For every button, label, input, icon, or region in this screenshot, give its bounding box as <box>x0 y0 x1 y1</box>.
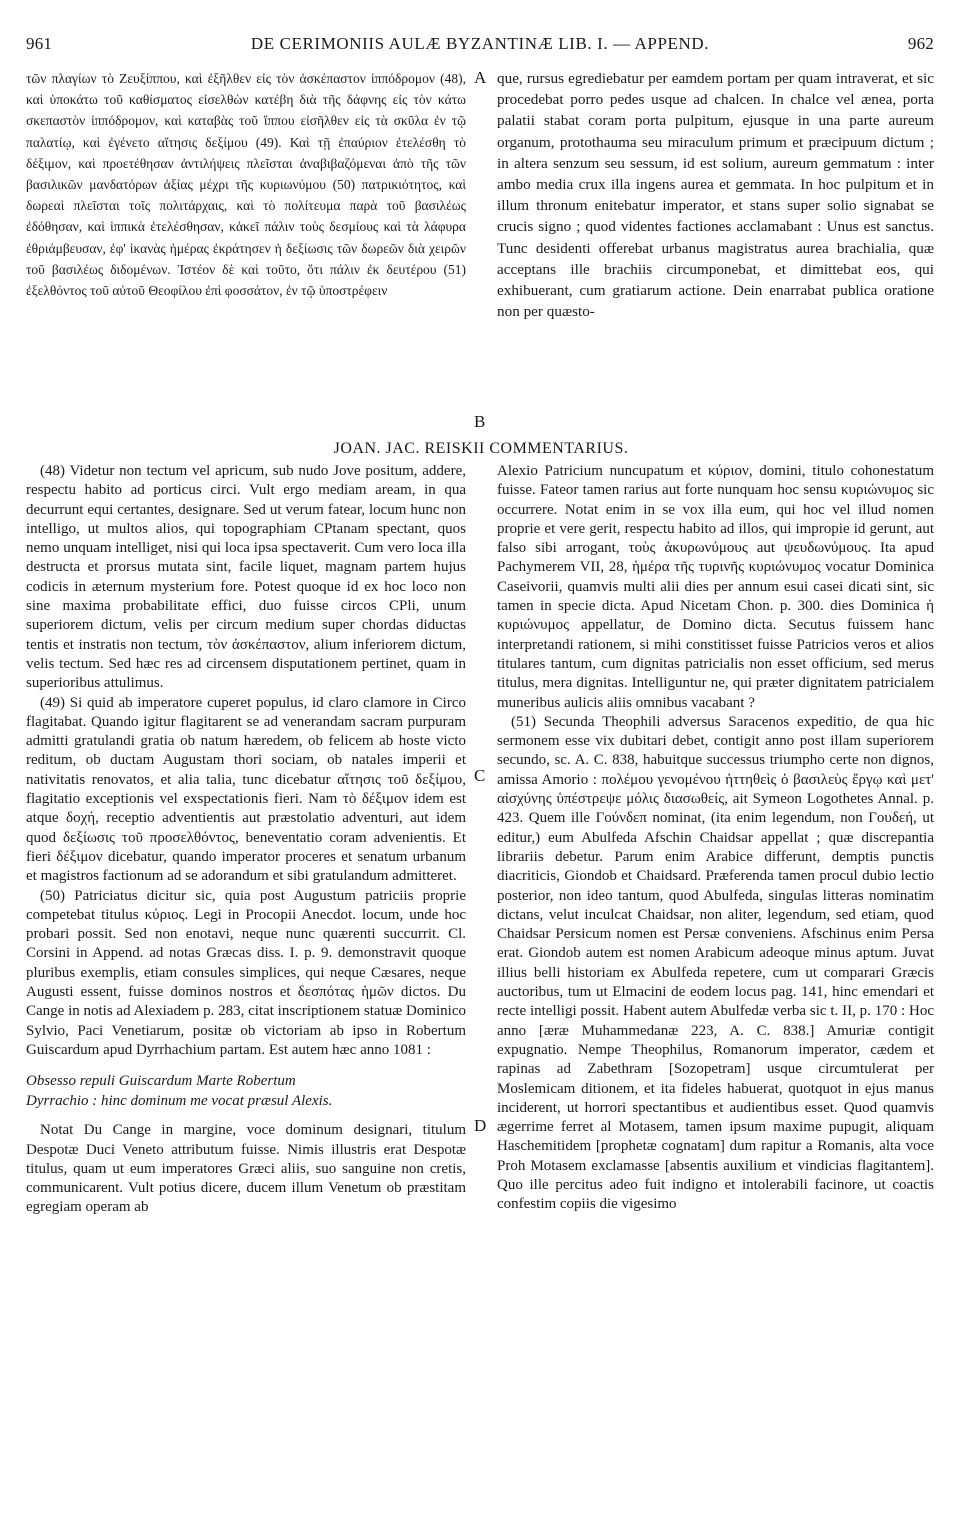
note-51: (51) Secunda Theophili adversus Saracenos expeditio, de qua hic sermonem esse vix dubitari debet, contigit anno post illam superiorem secundo, sc. A. C. 838, habuitque successus triumpho certe non dignos, amissa Amorio : πολέμου γενομένου ἡττηθεὶς ὁ βασιλεὺς ἔργῳ καὶ μετ' αἰσχύνης ὑπέστρεψε μόλις διασωθείς, ait Symeon Logothetes Annal. p. 423. Quem ille Γούνδεπ nominat, (ita enim legendum, non Γουδεή, ut editur,) eum Abulfeda Afschin Chaidsar appellat ; quæ discrepantia librariis debetur. Parum enim Arabice differunt, demptis punctis diacriticis, Giondob et Chaidsard. Præferenda tamen procul dubio lectio posterior, non ideo tantum, quod Abulfeda, singulas litteras nominatim dictans, velut inculcat Chaidsar, non aliter, legendum, sed etiam, quod Chaidsar Persicum nomen est Persæ conveniens. Afschinus enim Persa erat. Giondob autem est nomen Arabicum adeoque minus aptum. Juvat illius belli historiam ex Abulfeda repetere, cum ut comparari Græcis auctoribus, tum ut Elmacini de eodem locus pag. 141, hinc emendari et recte intelligi possit. Habent autem Abulfedæ verba sic t. II, p. 170 : Hoc anno [æræ Muhammedanæ 223, A. C. 838.] Amuriæ contigit expugnatio. Nempe Theophilus, Romanorum imperator, cædem et rapinas ad Zabethram [Sozopetram] usque circumtulerat per Moslemicam ditionem, et ita fideles habuerat, quotquot in ejus manus inciderent, ut horrori spectantibus et audientibus esset. Quod quamvis ægerrime ferret al Motasem, tamen ipsum maxime pupugit, aliquam Haschemitidem [prophetæ cognatam] dum rapitur a Romanis, alta voce Proh Motasem exclamasse [absentis auxilium et vindicias flagitantem]. Quo ille percitus adeo fuit indigno et intolerabili facinore, ut coactis confestim copiis die vigesimo <box>497 713 934 1213</box>
note-50: (50) Patriciatus dicitur sic, quia post Augustum patriciis proprie competebat titulus κύριος. Legi in Procopii Anecdot. locum, unde hoc probari possit. Sed non enotavi, neque nunc quærenti succurrit. Cl. Corsini in Append. ad notas Græcas diss. I. p. 9. demonstravit quoque pluribus exemplis, etiam consules simplices, qui neque Cæsares, neque Augusti essent, fuisse dominos nostros et δεσπότας ἡμῶν dictos. Du Cange in notis ad Alexiadem p. 283, citat inscriptionem statuæ Dominico Sylvio, Paci Venetiarum, positæ ob victoriam ab ipso in Robertum Guiscardum apud Dyrrhachium partam. Est autem hæc anno 1081 : <box>26 887 466 1058</box>
running-header <box>26 34 934 58</box>
commentary-left-column <box>26 462 466 1522</box>
latin-paragraph: que, rursus egrediebatur per eamdem portam per quam intraverat, et sic procedebat porro pedes usque ad chalcen. In chalce vel ænea, porta palatii stabat coram porta pulpitum, ejusque in una parte aureum organum, protothauma seu miraculum primum et præcipuum dictum ; in altera senzum seu sessum, id est solium, aureum gemmatum : inter ambo media crux illa ingens aurea et gemmata. In hoc pulpitum et in illum thronum enitebatur imperator, et stans super solio signabat se crucis signo ; quod videntes factiones acclamabant : Unus est sanctus. Tunc desidenti offerebat urbanus magistratus aurea brachialia, quæ acceptans ille brachiis circumponebat, et dimittebat eos, qui exhibuerant, cum gratiarum actione. Dein enarrabat publica oratione non per quæsto- <box>497 70 934 321</box>
page-number-left: 961 <box>26 34 53 53</box>
margin-letter-a: A <box>474 68 487 87</box>
verse-line-2: Dyrrachio : hinc dominum me vocat præsul Alexis. <box>26 1092 333 1109</box>
note-48: (48) Videtur non tectum vel apricum, sub nudo Jove positum, addere, respectu habito ad porticus circi. Vult ergo mediam aream, in qua decurrunt equi certantes, designare. Sed ut verum fatear, locum hunc non intelligo, ut multos alios, qui topographiam CPtanam spectant, quos nemo unquam intelliget, nisi qui loca ipsa spectaverit. Cum vero loca illa destructa et prorsus mutata sint, facile liquet, magnam partem hujus codicis in æternum mysterium fore. Potest quoque id ex hoc loco non sine maxima probabilitate effici, duo fuisse circos CPli, unum superiorem dictum, velis per circum medium super chordas diductas tentis et instratis non tectum, τὸν ἀσκέπαστον, alium inferiorem dictum, velis tectum. Sed hæc res ad circensem disputationem pertinet, quam in superioribus attulimus. <box>26 463 466 692</box>
verse-line-1: Obsesso repuli Guiscardum Marte Robertum <box>26 1073 296 1090</box>
greek-paragraph: τῶν πλαγίων τὸ Ζευξίππου, καὶ ἐξῆλθεν εἰς τὸν ἀσκέπαστον ἱππόδρομον (48), καὶ ὑποκάτω τοῦ καθίσματος εἰσελθὼν κατέβη διὰ τῆς δάφνης εἰς τὸν κάτω σκεπαστὸν ἱππόδρομον, καὶ καταβὰς τοῦ ἵππου εἰσῆλθεν εἰς τὰ σκῦλα ἐν τῷ παλατίῳ, καὶ ἐγένετο αἴτησις δεξίμου (49). Καὶ τῇ ἐπαύριον ἐτελέσθη τὸ δέξιμον, καὶ προετέθησαν ἀντιλήψεις πλεῖσται ἀναβιβαζόμεναι ἀπὸ τῆς τῶν βασιλικῶν μανδατόρων ἀξίας μέχρι τῆς κυριωνύμου (50) πατρικιότητος, καὶ δωρεαὶ πλεῖσται τοῖς πολιτάρχαις, καὶ τὸ πολίτευμα παρὰ τοῦ βασιλέως ἐδόθησαν, καὶ ἱππικὰ ἐτελέσθησαν, κἀκεῖ πάλιν τοὺς δεσμίους καὶ τὰ λάφυρα ἐθριάμβευσαν, ἐφ' ἱκανὰς ἡμέρας ἐκράτησεν ἡ δεξίωσις τῶν δωρεῶν διὰ χειρῶν τοῦ βασιλέως διδομένων. Ἰστέον δὲ καὶ τοῦτο, ὅτι πάλιν ἐκ δευτέρου (51) ἐξελθόντος τοῦ αὐτοῦ Θεοφίλου ἐπὶ φοσσάτον, ἐν τῷ ὑποστρέφειν <box>26 71 466 299</box>
latin-translation-column <box>497 68 934 440</box>
running-title: DE CERIMONIIS AULÆ BYZANTINÆ LIB. I. — APPEND. <box>250 34 710 53</box>
commentary-title: JOAN. JAC. REISKII COMMENTARIUS. <box>333 440 629 457</box>
greek-text-column <box>26 68 466 440</box>
page-number-right: 962 <box>907 34 934 53</box>
note-50-continued: Notat Du Cange in margine, voce dominum designari, titulum Despotæ Duci Veneto attributum fuisse. Nimis illustris erat Despotæ titulus, quam ut eum imperatores Græci aliis, suo sanguine non cretis, communicarent. Vult potius dicere, ducem illum Venetum ob præstitam egregiam operam ab <box>26 1122 466 1216</box>
margin-letter-d: D <box>474 1116 487 1135</box>
note-50-continuation: Alexio Patricium nuncupatum et κύριον, domini, titulo cohonestatum fuisse. Fateor tamen rarius aut forte nunquam hoc sensu κυριώνυμος sic occurrere. Notat enim in se vox illa eum, qui hoc vel illud nomen proprie et vere gerit, respectu habito ad illos, qui impropie id gerunt, aut falso sibi arrogant, τοὺς ἀκυρωνύμους aut ψευδωνύμους. Ita apud Pachymerem VII, 28, ἡμέρα τῆς τυρινῆς κυριώνυμος vocatur Dominica Caseivorii, quamvis multi alii dies per annum esui casei dicati sint, sic tamen in specie dicta. Apud Nicetam Chon. p. 300. dies Dominica ἡ κυριώνυμος appellatur, de Domino dicta. Secutus fuissem hanc interpretandi rationem, si mihi constitisset fuisse Patricios veros et alios titulares tantum, cum dignitas patricialis non esset officium, sed merus titulus, mera dignitas. Intelliguntur ne, qui præter dignitatem patricialem muneribus aulicis aliis omnibus vacabant ? <box>497 463 934 711</box>
verse-inscription <box>26 1072 466 1111</box>
margin-letter-c: C <box>474 766 486 785</box>
margin-letter-b: B <box>474 412 486 431</box>
commentary-right-column <box>497 462 934 1522</box>
note-49: (49) Si quid ab imperatore cuperet populus, id claro clamore in Circo flagitabat. Quando igitur flagitarent se ad venerandam sacram purpuram admitti gratulandi gratia ob natum hæredem, ob felicem ab hoste victo reditum, ob ductam Augustam thori sociam, ob natales imperii et nativitatis renovatos, et alia talia, tunc dicebatur αἴτησις τοῦ δεξίμου, flagitatio exceptionis vel exspectationis fieri. Nam τὸ δέξιμον idem est atque δοχή, receptio adventientis aut præstolatio adventuri, aut idem quod δεξίωσις τοῦ προσελθόντος, beneventatio coram advenientis. Et fieri δέξιμον dicebatur, quando imperator proceres et senatum urbanum et magistros factionum ad se adorandum et sibi gratulandum admitteret. <box>26 694 466 885</box>
